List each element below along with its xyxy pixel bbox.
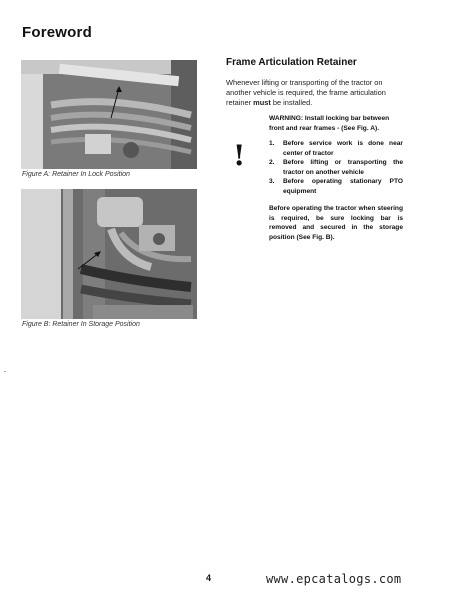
warning-heading: WARNING: Install locking bar between front and rear frames - (See Fig. A). <box>269 115 390 132</box>
figure-a-photo <box>21 60 197 169</box>
list-item-text: Before operating stationary PTO equipment <box>283 178 403 195</box>
watermark: www.epcatalogs.com <box>266 572 402 586</box>
intro-paragraph <box>226 78 406 108</box>
list-item-text: Before service work is done near center of tractor <box>283 140 403 157</box>
scan-speck <box>4 371 6 372</box>
page-title: Foreword <box>22 24 92 41</box>
figure-b-photo <box>21 189 197 319</box>
intro-text: Whenever lifting or transporting of the tractor on another vehicle is required, the frame articulation retainer <box>226 78 386 107</box>
section-title: Frame Articulation Retainer <box>226 57 357 68</box>
page-number: 4 <box>206 573 212 583</box>
list-item <box>269 177 403 196</box>
list-item <box>269 139 403 158</box>
figure-a-caption: Figure A: Retainer In Lock Position <box>22 171 130 178</box>
list-item-text: Before lifting or transporting the tractor on another vehicle <box>283 159 403 176</box>
list-item-number: 1. <box>269 140 275 147</box>
list-item-number: 3. <box>269 178 275 185</box>
intro-text-end: be installed. <box>270 98 313 107</box>
list-item-number: 2. <box>269 159 275 166</box>
figure-b-caption: Figure B: Retainer In Storage Position <box>22 321 140 328</box>
intro-emphasis: must <box>253 98 271 107</box>
exclamation-icon: ! <box>233 139 246 172</box>
warning-list <box>269 139 403 196</box>
operating-note: Before operating the tractor when steering is required, be sure locking bar is removed and secured in the storage position (See Fig. B). <box>269 205 403 241</box>
list-item <box>269 158 403 177</box>
